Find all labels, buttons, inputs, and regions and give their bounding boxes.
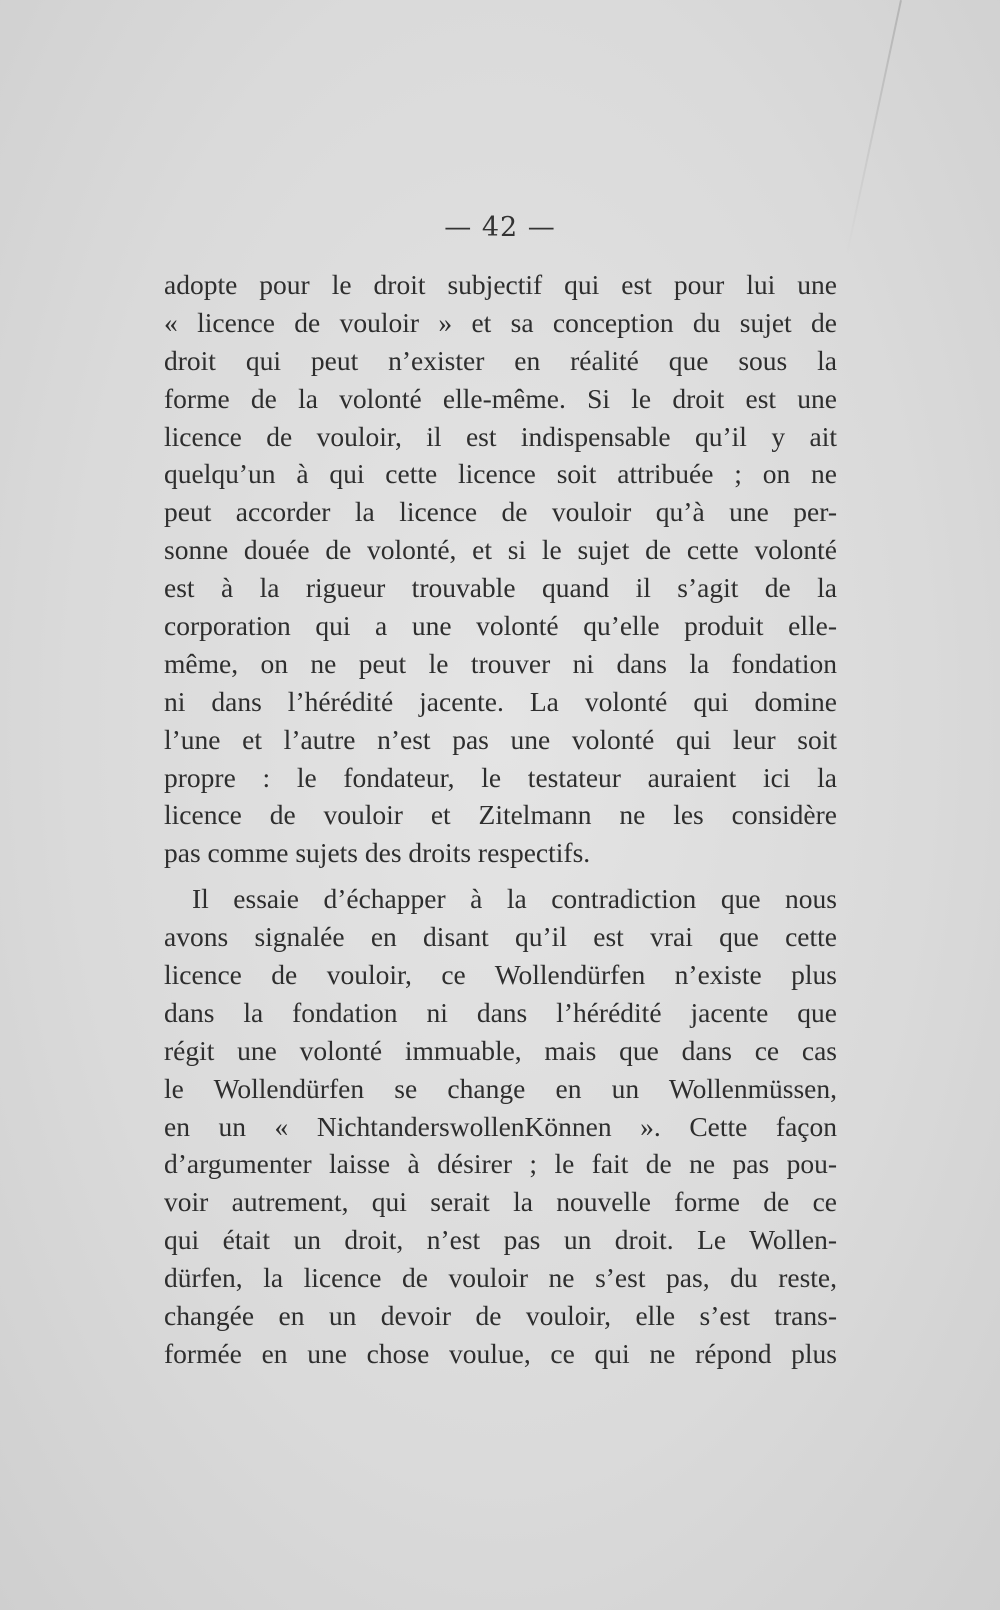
text-line: corporation qui a une volonté qu’elle produit elle-: [164, 610, 837, 642]
paragraph-2: [164, 880, 837, 1373]
text-line: même, on ne peut le trouver ni dans la fondation: [164, 647, 837, 679]
text-line: droit qui peut n’exister en réalité que sous la: [164, 344, 837, 376]
text-line: pas comme sujets des droits respectifs.: [164, 837, 591, 869]
text-line: adopte pour le droit subjectif qui est pour lui une: [164, 269, 837, 300]
text-line: « licence de vouloir » et sa conception du sujet de: [164, 306, 837, 338]
page-number: — 42 —: [444, 212, 556, 243]
paragraph-gap: [164, 872, 837, 880]
text-line: peut accorder la licence de vouloir qu’à une per-: [164, 496, 837, 528]
text-line: licence de vouloir et Zitelmann ne les considère: [164, 799, 837, 831]
text-line: forme de la volonté elle-même. Si le droit est une: [164, 382, 837, 414]
text-line: licence de vouloir, il est indispensable qu’il y ait: [164, 420, 837, 452]
text-line: voir autrement, qui serait la nouvelle forme de ce: [164, 1186, 837, 1218]
text-line: propre : le fondateur, le testateur auraient ici la: [164, 761, 837, 793]
text-line: régit une volonté immuable, mais que dans ce cas: [164, 1034, 837, 1066]
body-text: [164, 266, 837, 1373]
text-line: ni dans l’hérédité jacente. La volonté qui domine: [164, 685, 837, 717]
text-line: Il essaie d’échapper à la contradiction que nous: [192, 883, 837, 915]
text-line: qui était un droit, n’est pas un droit. Le Wollen-: [164, 1224, 837, 1256]
text-line: formée en une chose voulue, ce qui ne répond plus: [164, 1337, 837, 1369]
text-line: dürfen, la licence de vouloir ne s’est pas, du reste,: [164, 1262, 837, 1294]
text-line: avons signalée en disant qu’il est vrai que cette: [164, 921, 837, 953]
text-line: l’une et l’autre n’est pas une volonté qui leur soit: [164, 723, 837, 755]
text-line: est à la rigueur trouvable quand il s’agit de la: [164, 572, 837, 604]
text-line: dans la fondation ni dans l’hérédité jacente que: [164, 996, 837, 1028]
text-line: le Wollendürfen se change en un Wollenmüssen,: [164, 1072, 837, 1104]
paragraph-1: [164, 266, 837, 872]
text-line: d’argumenter laisse à désirer ; le fait de ne pas pou-: [164, 1148, 837, 1180]
text-line: en un « NichtanderswollenKönnen ». Cette façon: [164, 1110, 837, 1142]
text-line: changée en un devoir de vouloir, elle s’est trans-: [164, 1300, 837, 1332]
text-line: sonne douée de volonté, et si le sujet de cette volonté: [164, 534, 837, 566]
text-line: quelqu’un à qui cette licence soit attribuée ; on ne: [164, 458, 837, 490]
text-line: licence de vouloir, ce Wollendürfen n’existe plus: [164, 959, 837, 991]
